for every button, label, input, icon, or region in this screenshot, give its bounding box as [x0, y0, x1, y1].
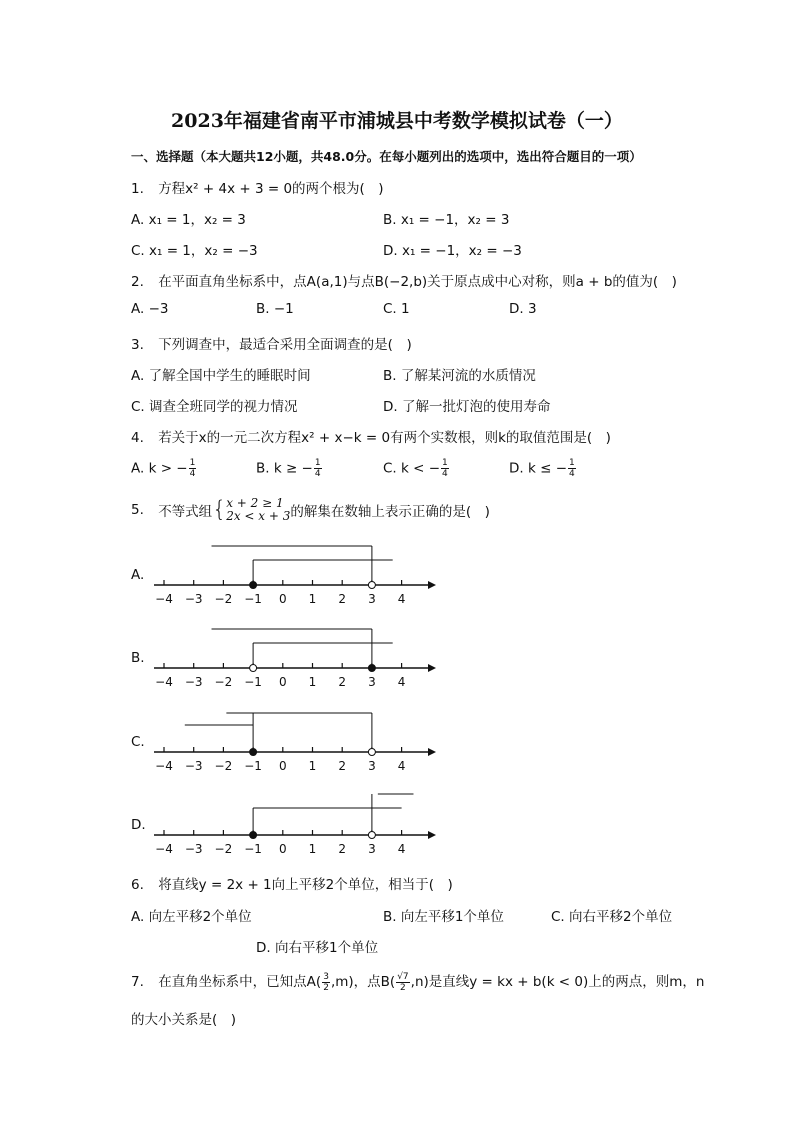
tick-label: 1 — [308, 592, 317, 606]
option-c: C. 1 — [383, 301, 410, 317]
question-text-end: ,n)是直线y = kx + b(k < 0)上的两点，则m，n — [410, 974, 705, 990]
option-a: A. x₁ = 1，x₂ = 3 — [131, 212, 246, 228]
option-d: D. 向右平移1个单位 — [256, 940, 379, 956]
question-text-mid: ,m)，点B( — [330, 974, 396, 990]
endpoint-left — [250, 749, 257, 756]
question-4 — [131, 426, 611, 446]
fraction: $\frac{√7}{2}$ — [397, 971, 409, 993]
question-3 — [131, 333, 412, 353]
fraction: $\frac{1}{4}$ — [569, 458, 575, 479]
question-number: 7. — [131, 974, 144, 990]
question-number: 1. — [131, 181, 144, 197]
endpoint-left — [250, 582, 257, 589]
option-a: A. 了解全国中学生的睡眠时间 — [131, 368, 311, 384]
option-a — [131, 458, 197, 479]
option-d: D. x₁ = −1，x₂ = −3 — [383, 243, 522, 259]
option-c: C. x₁ = 1，x₂ = −3 — [131, 243, 258, 259]
tick-label: 2 — [338, 842, 347, 856]
option-a: A. −3 — [131, 301, 169, 317]
endpoint-right — [368, 749, 375, 756]
tick-label: 2 — [338, 592, 347, 606]
tick-label: −2 — [214, 592, 233, 606]
tick-label: 3 — [368, 592, 376, 606]
tick-label: −1 — [244, 675, 262, 689]
option-text: C. k < − — [383, 460, 441, 477]
axis-arrow — [428, 831, 436, 839]
option-b: B. 向左平移1个单位 — [383, 909, 504, 925]
tick-label: 2 — [338, 759, 347, 773]
question-text: 将直线y = 2x + 1向上平移2个单位，相当于( ) — [158, 877, 453, 893]
question-7 — [131, 970, 704, 993]
tick-label: 3 — [368, 675, 376, 689]
section-heading: 一、选择题（本大题共12小题，共48.0分。在每小题列出的选项中，选出符合题目的一项） — [131, 149, 642, 164]
brace: { — [212, 497, 227, 523]
option-d — [509, 458, 577, 479]
question-text: 下列调查中，最适合采用全面调查的是( ) — [158, 337, 412, 353]
tick-label: 4 — [397, 842, 406, 856]
option-d: D. 3 — [509, 301, 537, 317]
axis-arrow — [428, 664, 436, 672]
question-2 — [131, 270, 677, 290]
question-1 — [131, 177, 384, 197]
endpoint-right — [368, 582, 375, 589]
question-text: 不等式组 — [158, 504, 213, 520]
option-text: A. k > − — [131, 460, 188, 477]
fraction: $\frac{1}{4}$ — [314, 458, 321, 479]
axis-arrow — [428, 748, 436, 756]
option-d: D. 了解一批灯泡的使用寿命 — [383, 399, 551, 415]
endpoint-left — [250, 832, 257, 839]
option-text: B. k ≥ − — [256, 460, 313, 477]
option-b: B. 了解某河流的水质情况 — [383, 368, 536, 384]
number-line-b — [150, 621, 440, 691]
axis-arrow — [428, 581, 436, 589]
option-c: C. — [131, 734, 145, 750]
question-number: 2. — [131, 274, 144, 290]
option-a: A. — [131, 567, 145, 583]
tick-label: −4 — [155, 592, 173, 606]
tick-label: 0 — [278, 675, 287, 689]
endpoint-right — [368, 665, 375, 672]
option-b — [256, 458, 323, 479]
tick-label: −1 — [244, 842, 262, 856]
tick-label: 1 — [308, 842, 317, 856]
endpoint-left — [250, 665, 257, 672]
inequality-system: x + 2 ≥ 1 2x < x + 3 — [226, 496, 291, 523]
option-b: B. — [131, 650, 145, 666]
tick-label: −2 — [214, 842, 233, 856]
question-number: 6. — [131, 877, 144, 893]
tick-label: 0 — [278, 842, 287, 856]
option-text: D. k ≤ − — [509, 460, 568, 477]
tick-label: 4 — [397, 592, 406, 606]
tick-label: −1 — [244, 759, 262, 773]
tick-label: −4 — [155, 675, 173, 689]
question-text: 在平面直角坐标系中，点A(a,1)与点B(−2,b)关于原点成中心对称，则a + b的值为( ) — [158, 274, 677, 290]
question-text: 若关于x的一元二次方程x² + x−k = 0有两个实数根，则k的取值范围是( ) — [158, 430, 611, 446]
number-line-d — [150, 788, 440, 858]
question-number: 5. — [131, 502, 144, 518]
tick-label: −3 — [184, 842, 203, 856]
tick-label: −2 — [214, 675, 233, 689]
tick-label: 0 — [278, 592, 287, 606]
question-text: 在直角坐标系中，已知点A( — [158, 974, 322, 990]
number-line-c — [150, 705, 440, 775]
question-text: 方程x² + 4x + 3 = 0的两个根为( ) — [158, 181, 384, 197]
tick-label: −4 — [155, 842, 173, 856]
option-c: C. 调查全班同学的视力情况 — [131, 399, 298, 415]
option-b: B. x₁ = −1，x₂ = 3 — [383, 212, 510, 228]
option-d: D. — [131, 817, 146, 833]
question-text-end: 的解集在数轴上表示正确的是( ) — [290, 504, 490, 520]
question-6 — [131, 873, 453, 893]
option-c — [383, 458, 450, 479]
tick-label: −3 — [184, 675, 203, 689]
option-b: B. −1 — [256, 301, 294, 317]
tick-label: 3 — [368, 842, 376, 856]
tick-label: 4 — [397, 759, 406, 773]
tick-label: 2 — [338, 675, 347, 689]
page-title: 2023年福建省南平市浦城县中考数学模拟试卷（一） — [171, 110, 623, 132]
tick-label: 0 — [278, 759, 287, 773]
tick-label: 1 — [308, 675, 317, 689]
tick-label: −3 — [184, 592, 203, 606]
question-5 — [131, 497, 490, 523]
option-c: C. 向右平移2个单位 — [551, 909, 673, 925]
tick-label: 3 — [368, 759, 376, 773]
tick-label: −1 — [244, 592, 262, 606]
option-a: A. 向左平移2个单位 — [131, 909, 252, 925]
tick-label: −2 — [214, 759, 233, 773]
tick-label: 4 — [397, 675, 406, 689]
endpoint-right — [368, 832, 375, 839]
fraction: $\frac{1}{4}$ — [442, 458, 448, 479]
fraction: $\frac{3}{2}$ — [323, 971, 329, 993]
tick-label: 1 — [308, 759, 317, 773]
tick-label: −3 — [184, 759, 203, 773]
number-line-a — [150, 538, 440, 608]
fraction: $\frac{1}{4}$ — [189, 458, 196, 479]
question-number: 4. — [131, 430, 144, 446]
tick-label: −4 — [155, 759, 173, 773]
question-number: 3. — [131, 337, 144, 353]
question-7-line-2: 的大小关系是( ) — [131, 1012, 237, 1028]
